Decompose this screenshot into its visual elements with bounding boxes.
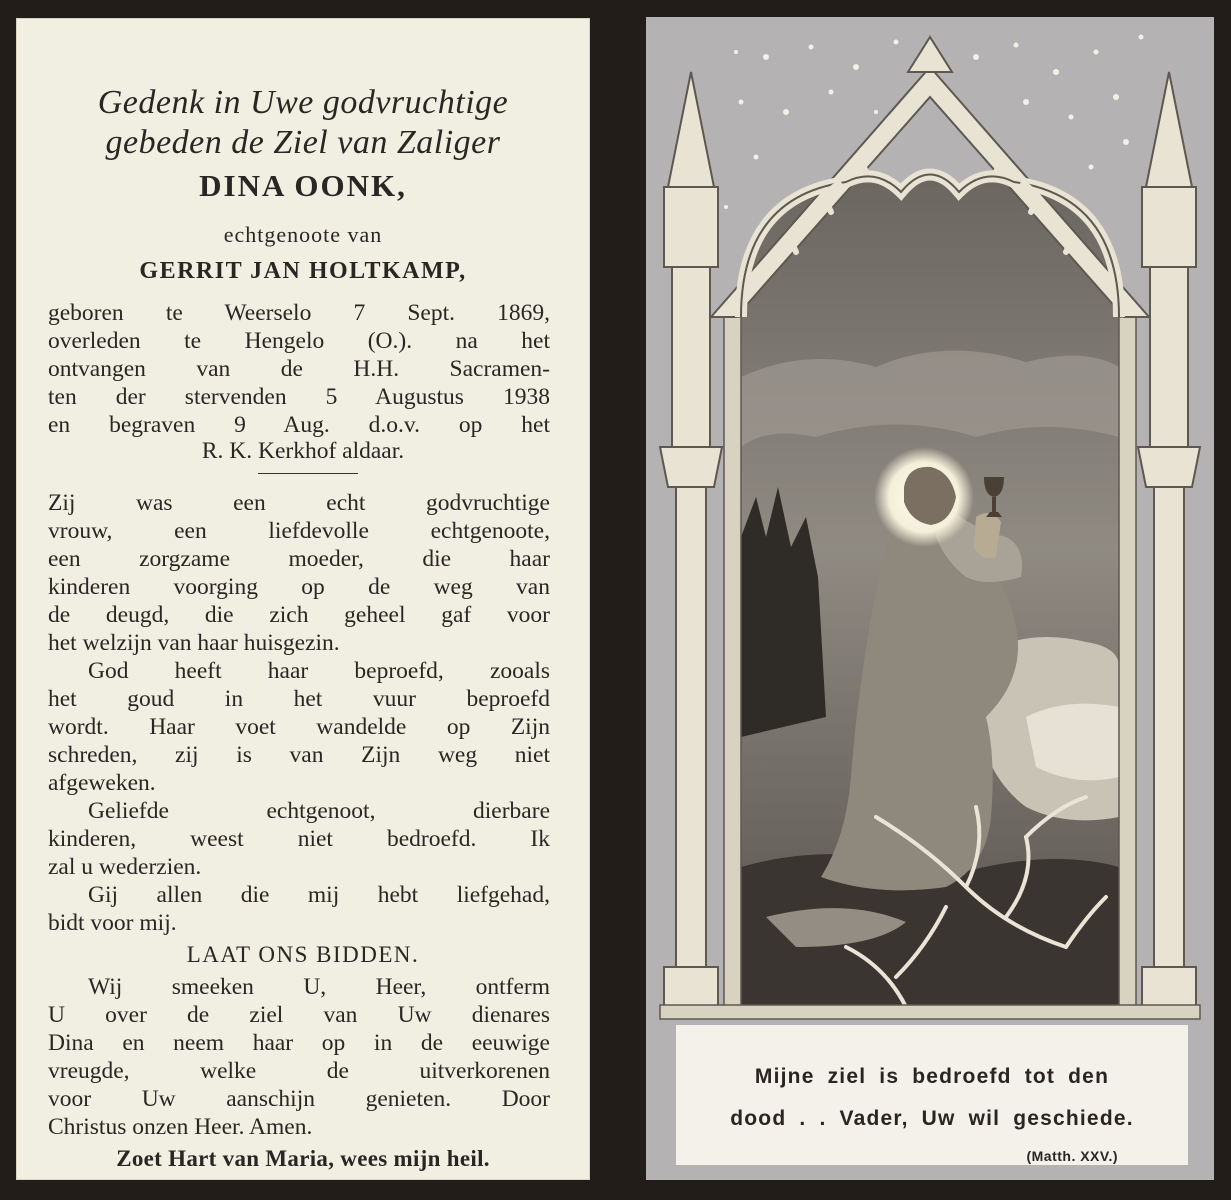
paragraph-line: Gij allen die mij hebt liefgehad, [88,882,550,908]
bio-line: en begraven 9 Aug. d.o.v. op het [48,412,550,438]
scripture-reference: (Matth. XXV.) [1026,1148,1118,1164]
gothic-arch-illustration [646,17,1214,1180]
paragraph-line: afgeweken. [48,770,156,796]
paragraph-line: kinderen voorging op de weg van [48,574,550,600]
paragraph-line: Geliefde echtgenoot, dierbare [88,798,550,824]
caption-line-1: Mijne ziel is bedroefd tot den [754,1065,1110,1088]
closing-invocation: Zoet Hart van Maria, wees mijn heil. [116,1146,490,1171]
paragraph-line: het welzijn van haar huisgezin. [48,630,340,656]
prayer-line: Christus onzen Heer. Amen. [48,1114,313,1140]
heading-line-2: gebeden de Ziel van Zaliger [105,124,501,161]
caption-box [676,1025,1188,1165]
image-card [646,17,1214,1180]
paragraph-line: kinderen, weest niet bedroefd. Ik [48,826,550,852]
paragraph-line: een zorgzame moeder, die haar [48,546,550,572]
prayer-title: LAAT ONS BIDDEN. [186,942,420,967]
deceased-name: DINA OONK, [199,168,407,203]
paragraph-line: schreden, zij is van Zijn weg niet [48,742,550,768]
left-column [660,72,722,1007]
paragraph-line: de deugd, die zich geheel gaf voor [48,602,550,628]
right-column [1138,72,1200,1007]
divider [258,473,358,474]
bio-line: ontvangen van de H.H. Sacramen- [48,356,550,382]
prayer-line: Wij smeeken U, Heer, ontferm [88,974,550,1000]
caption-line-2: dood . . Vader, Uw wil geschiede. [730,1107,1134,1130]
heading-line-1: Gedenk in Uwe godvruchtige [97,84,509,121]
prayer-line: voor Uw aanschijn genieten. Door [48,1086,550,1112]
prayer-line: Dina en neem haar op in de eeuwige [48,1030,550,1056]
paragraph-line: Zij was een echt godvruchtige [48,490,550,516]
paragraph-line: God heeft haar beproefd, zooals [88,658,550,684]
bio-line: geboren te Weerselo 7 Sept. 1869, [48,300,550,326]
bio-line: overleden te Hengelo (O.). na het [48,328,550,354]
text-card [16,18,590,1180]
spouse-name: GERRIT JAN HOLTKAMP, [139,258,467,284]
prayer-line: U over de ziel van Uw dienares [48,1002,550,1028]
spouse-prefix: echtgenoote van [223,222,383,247]
paragraph-line: zal u wederzien. [48,854,202,880]
paragraph-line: bidt voor mij. [48,910,177,936]
paragraph-line: vrouw, een liefdevolle echtgenoote, [48,518,550,544]
bio-line: ten der stervenden 5 Augustus 1938 [48,384,550,410]
paragraph-line: het goud in het vuur beproefd [48,686,550,712]
paragraph-line: wordt. Haar voet wandelde op Zijn [48,714,550,740]
bio-line-last: R. K. Kerkhof aldaar. [201,438,405,464]
prayer-line: vreugde, welke de uitverkorenen [48,1058,550,1084]
